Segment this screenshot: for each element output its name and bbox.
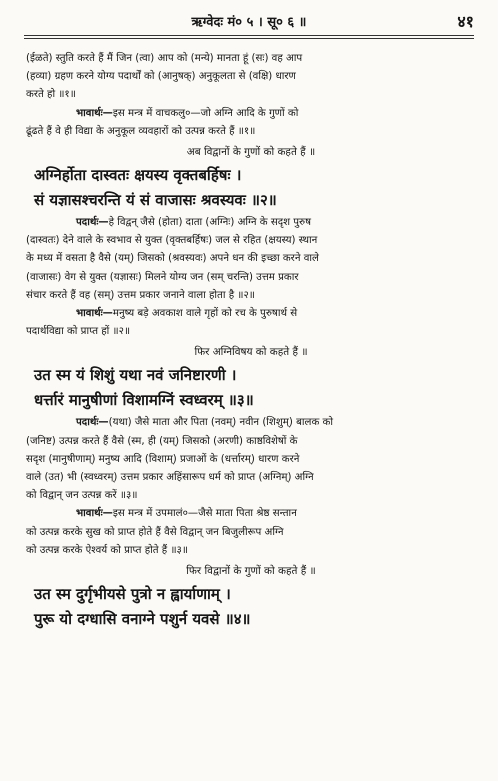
mantra-line: धर्त्तारं मानुषीणां विशामग्निं स्वध्वरम् ॥३॥	[34, 391, 254, 410]
paragraph	[26, 50, 476, 105]
page-body	[26, 50, 476, 633]
mantra-line: पुरू यो दग्धासि वनाग्ने पशुर्न यवसे ॥४॥	[34, 610, 251, 629]
page-number: ४१	[457, 12, 474, 31]
paragraph-line: (हव्या) ग्रहण करने योग्य पदार्थों को (आनुषक्) अनुकूलता से (वक्षि) धारण	[26, 71, 296, 83]
paragraph-line: को उत्पन्न करके सुख को प्राप्त होते हैं वैसे विद्वान् जन बिजुलीरूप अग्नि	[26, 526, 284, 538]
header-rule	[24, 35, 474, 36]
paragraph-line: (वाजासः) वेग से युक्त (यज्ञासः) मिलने योग्य जन (सम् चरन्ति) उत्तम प्रकार	[26, 271, 299, 283]
paragraph-line: (ईळते) स्तुति करते हैं मैं जिन (त्वा) आप को (मन्ये) मानता हूं (सः) वह आप	[26, 53, 303, 64]
paragraph-label: भावार्थः—	[76, 308, 113, 320]
section-intro: फिर अग्निविषय को कहते हैं ॥	[194, 346, 308, 359]
mantra-line: सं यज्ञासश्चरन्ति यं सं वाजासः श्रवस्यवः ॥२॥	[34, 191, 277, 210]
paragraph-line: को उत्पन्न करके ऐश्वर्य को प्राप्त होते हैं ॥३॥	[26, 544, 188, 556]
paragraph-line	[26, 505, 476, 523]
paragraph-line: (दास्वतः) देने वाले के स्वभाव से युक्त (वृक्तबर्हिषः) जल से रहित (क्षयस्य) स्थान	[26, 235, 318, 247]
paragraph-line: संचार करते हैं वह (सम्) उत्तम प्रकार जनाने वाला होता है ॥२॥	[26, 289, 255, 301]
mantra-verse	[26, 583, 476, 630]
paragraph-line: (जनिष्ट) उत्पन्न करते हैं वैसे (स्म, ही (यम्) जिसको (अरणी) काष्ठविशेषों के	[26, 435, 298, 447]
paragraph-line: ढूंढते हैं वे ही विद्या के अनुकूल व्यवहारों को उत्पन्न करते हैं ॥१॥	[26, 125, 256, 137]
paragraph-line: के मध्य में वसता है वैसे (यम्) जिसको (श्रवस्यवः) अपने धन की इच्छा करने वाले	[26, 253, 319, 265]
paragraph-text: इस मन्त्र में वाचकलु०—जो अग्नि आदि के गुणों को	[112, 107, 299, 119]
commentary-paragraph	[26, 505, 476, 560]
paragraph-text: (यथा) जैसे माता और पिता (नवम्) नवीन (शिशुम्) बालक को	[108, 417, 333, 429]
paragraph-text: इस मन्त्र में उपमालं०—जैसे माता पिता श्रेष्ठ सन्तान	[112, 508, 297, 520]
paragraph-line: करते हो ॥१॥	[26, 89, 76, 101]
paragraph-label: पदार्थः—	[76, 417, 109, 429]
paragraph-line: वाले (उत) भी (स्वध्वरम्) उत्तम प्रकार अहिंसारूप धर्म को प्राप्त (अग्निम्) अग्नि	[26, 472, 314, 484]
paragraph-text: हे विद्वन् जैसे (होता) दाता (अग्निः) अग्नि के सदृश पुरुष	[108, 217, 312, 229]
section-intro: फिर विद्वानों के गुणों को कहते हैं ॥	[186, 565, 316, 578]
paragraph-line	[26, 305, 476, 323]
paragraph-line	[26, 105, 476, 123]
mantra-verse	[26, 364, 476, 411]
paragraph-line: पदार्थविद्या को प्राप्त हों ॥२॥	[26, 326, 131, 338]
paragraph-line: को विद्वान् जन उत्पन्न करें ॥३॥	[26, 490, 138, 502]
paragraph-label: पदार्थः—	[76, 217, 109, 229]
commentary-paragraph	[26, 105, 476, 141]
commentary-paragraph	[26, 414, 476, 505]
mantra-verse	[26, 164, 476, 211]
section-intro: अब विद्वानों के गुणों को कहते हैं ॥	[186, 146, 316, 159]
paragraph-text: मनुष्य बड़े अवकाश वाले गृहों को रच के पुरुषार्थ से	[112, 308, 298, 320]
commentary-paragraph	[26, 305, 476, 341]
header-rule	[24, 38, 474, 39]
paragraph-line	[26, 414, 476, 432]
page-header	[0, 8, 498, 32]
paragraph-label: भावार्थः—	[76, 508, 113, 520]
commentary-paragraph	[26, 214, 476, 305]
mantra-line: उत स्म दुर्गृभीयसे पुत्रो न ह्वार्याणाम् ।	[34, 585, 231, 604]
paragraph-label: भावार्थः—	[76, 107, 113, 119]
paragraph-line	[26, 214, 476, 232]
running-title: ऋग्वेदः मं० ५ । सू० ६ ॥	[191, 15, 307, 30]
mantra-line: उत स्म यं शिशुं यथा नवं जनिष्टारणी ।	[34, 366, 237, 385]
paragraph-line: सदृश (मानुषीणाम्) मनुष्य आदि (विशाम्) प्रजाओं के (धर्त्तारम्) धारण करने	[26, 453, 300, 465]
mantra-line: अग्निर्होता दास्वतः क्षयस्य वृक्तबर्हिषः ।	[34, 166, 242, 185]
